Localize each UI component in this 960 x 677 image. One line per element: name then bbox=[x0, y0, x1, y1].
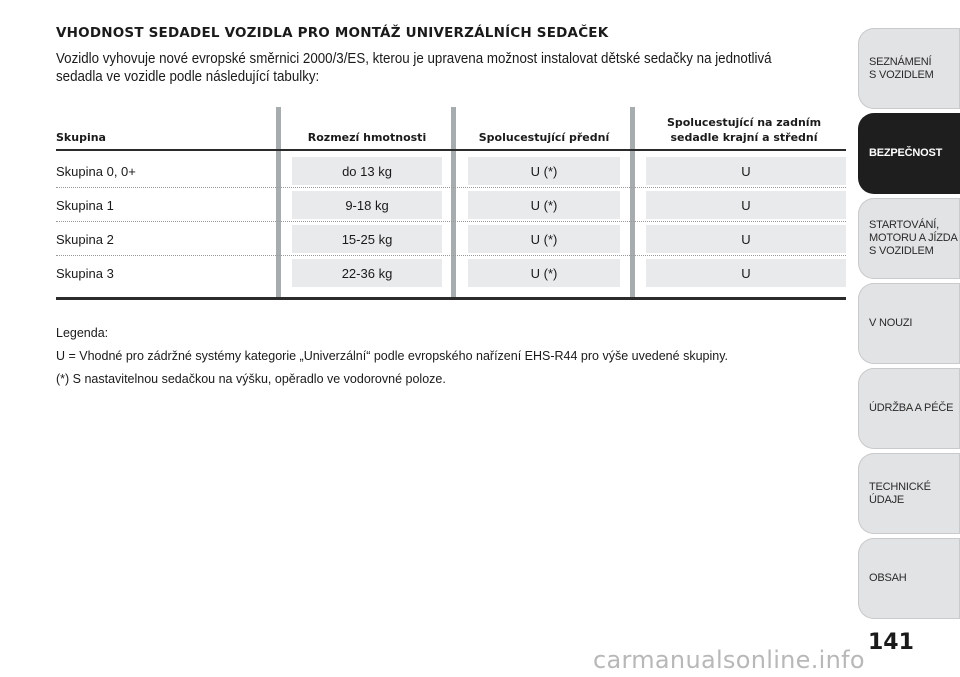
table-cell: Skupina 0, 0+ bbox=[56, 163, 136, 179]
table-cell: U (*) bbox=[468, 191, 620, 219]
table-row bbox=[56, 256, 846, 290]
table-cell: 9-18 kg bbox=[292, 191, 442, 219]
table-cell: U bbox=[646, 225, 846, 253]
header-rule bbox=[56, 149, 846, 151]
header-group: Skupina bbox=[56, 131, 106, 144]
chapter-tab[interactable] bbox=[858, 198, 960, 279]
watermark: carmanualsonline.info bbox=[593, 646, 865, 674]
table-cell: 15-25 kg bbox=[292, 225, 442, 253]
chapter-tab-label: OBSAH bbox=[869, 572, 907, 584]
table-row bbox=[56, 222, 846, 256]
chapter-tab-label: SEZNÁMENÍ S VOZIDLEM bbox=[869, 55, 934, 81]
chapter-tab[interactable] bbox=[858, 283, 960, 364]
table-cell: Skupina 3 bbox=[56, 265, 114, 281]
table-cell: Skupina 2 bbox=[56, 231, 114, 247]
table-cell: U bbox=[646, 191, 846, 219]
table-cell: U (*) bbox=[468, 259, 620, 287]
table-cell: do 13 kg bbox=[292, 157, 442, 185]
chapter-tab-label: BEZPEČNOST bbox=[869, 147, 943, 159]
chapter-tab[interactable] bbox=[858, 28, 960, 109]
legend-asterisk-note: (*) S nastavitelnou sedačkou na výšku, opěradlo ve vodorovné poloze. bbox=[56, 372, 446, 386]
table-cell: Skupina 1 bbox=[56, 197, 114, 213]
legend-u-definition: U = Vhodné pro zádržné systémy kategorie „Univerzální“ podle evropského nařízení EHS-R44 pro výše uvedené skupiny. bbox=[56, 349, 728, 363]
table-row bbox=[56, 154, 846, 188]
table-cell: U (*) bbox=[468, 157, 620, 185]
intro-paragraph: Vozidlo vyhovuje nové evropské směrnici 2000/3/ES, kterou je upravena možnost instalovat dětské sedačky na jednotlivá sedadla ve vozidle podle následující tabulky: bbox=[56, 51, 772, 85]
header-rear-passenger: Spolucestující na zadním sedadle krajní a střední bbox=[666, 116, 822, 144]
chapter-tab-label: ÚDRŽBA A PÉČE bbox=[869, 402, 954, 414]
chapter-tab[interactable] bbox=[858, 113, 960, 194]
chapter-tab-label: TECHNICKÉ ÚDAJE bbox=[869, 480, 931, 506]
table-cell: U (*) bbox=[468, 225, 620, 253]
section-heading: VHODNOST SEDADEL VOZIDLA PRO MONTÁŽ UNIVERZÁLNÍCH SEDAČEK bbox=[56, 25, 609, 41]
chapter-tab-label: STARTOVÁNÍ, MOTORU A JÍZDA S VOZIDLEM bbox=[869, 219, 958, 257]
header-weight-range: Rozmezí hmotnosti bbox=[307, 131, 427, 144]
header-front-passenger: Spolucestující přední bbox=[478, 131, 610, 144]
table-cell: U bbox=[646, 157, 846, 185]
table-bottom-rule bbox=[56, 297, 846, 300]
chapter-tab[interactable] bbox=[858, 538, 960, 619]
legend bbox=[56, 326, 728, 395]
chapter-tab[interactable] bbox=[858, 368, 960, 449]
chapter-tab-label: V NOUZI bbox=[869, 317, 913, 329]
table-row bbox=[56, 188, 846, 222]
table-cell: 22-36 kg bbox=[292, 259, 442, 287]
chapter-tab[interactable] bbox=[858, 453, 960, 534]
legend-title: Legenda: bbox=[56, 326, 109, 340]
table-cell: U bbox=[646, 259, 846, 287]
seat-suitability-table bbox=[56, 107, 846, 300]
page-number: 141 bbox=[868, 630, 914, 655]
